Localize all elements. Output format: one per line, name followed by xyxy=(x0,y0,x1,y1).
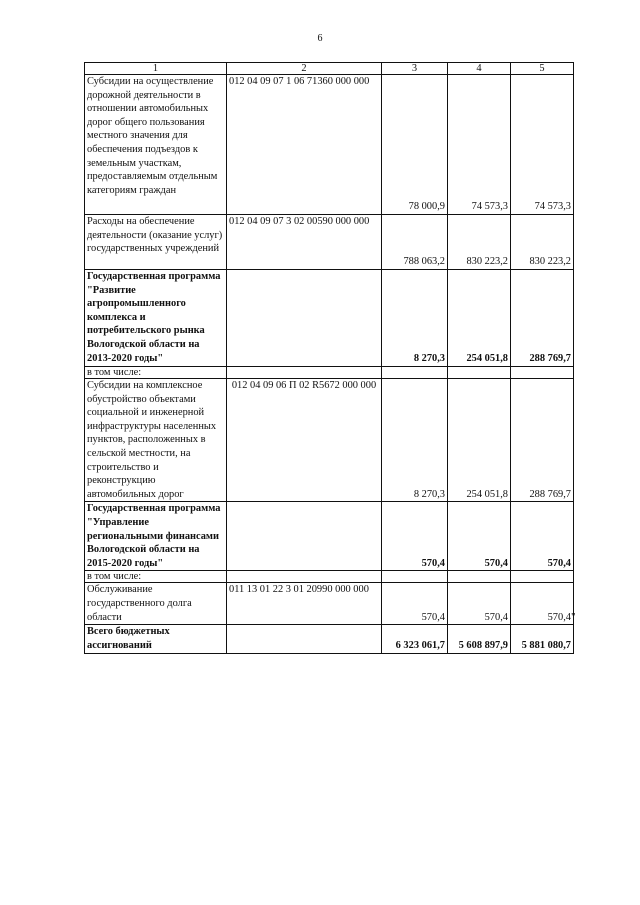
row-value-5: 570,4 xyxy=(511,583,574,625)
table-row-including xyxy=(85,367,574,379)
column-header-4: 4 xyxy=(448,63,511,75)
row-name: Всего бюджетных ассигнований xyxy=(85,625,227,653)
row-value-3: 78 000,9 xyxy=(382,75,448,215)
table-row xyxy=(85,379,574,502)
row-code: 011 13 01 22 3 01 20990 000 000 xyxy=(227,583,382,625)
row-code xyxy=(227,625,382,653)
row-code xyxy=(227,270,382,367)
row-value-4: 570,4 xyxy=(448,502,511,571)
row-name: Государственная программа "Развитие агропромышленного комплекса и потребительского рынка Вологодской области на 2013-2020 годы" xyxy=(85,270,227,367)
row-value-3: 570,4 xyxy=(382,502,448,571)
table-row-program xyxy=(85,502,574,571)
row-name: Обслуживание государственного долга области xyxy=(85,583,227,625)
row-code xyxy=(227,502,382,571)
row-value-4: 830 223,2 xyxy=(448,215,511,270)
row-value-3: 8 270,3 xyxy=(382,270,448,367)
row-value-4: 254 051,8 xyxy=(448,379,511,502)
table-header-row xyxy=(85,63,574,75)
row-value-3: 8 270,3 xyxy=(382,379,448,502)
row-value-5: 288 769,7 xyxy=(511,379,574,502)
table-row xyxy=(85,75,574,215)
row-value-3: 6 323 061,7 xyxy=(382,625,448,653)
column-header-3: 3 xyxy=(382,63,448,75)
row-value-5: 570,4 xyxy=(511,502,574,571)
row-name: в том числе: xyxy=(85,367,227,379)
row-value-5: 830 223,2 xyxy=(511,215,574,270)
row-value-4: 74 573,3 xyxy=(448,75,511,215)
row-value-4: 5 608 897,9 xyxy=(448,625,511,653)
column-header-5: 5 xyxy=(511,63,574,75)
row-value-4: 254 051,8 xyxy=(448,270,511,367)
row-value-5: 288 769,7 xyxy=(511,270,574,367)
page-number: 6 xyxy=(317,33,323,44)
row-name: Субсидии на осуществление дорожной деятельности в отношении автомобильных дорог общего пользования местного значения для обеспечения подъездов к земельным участкам, предоставляемым отдельным категориям граждан xyxy=(85,75,227,215)
row-code: 012 04 09 07 1 06 71360 000 000 xyxy=(227,75,382,215)
row-value-4: 570,4 xyxy=(448,583,511,625)
row-name: в том числе: xyxy=(85,571,227,583)
row-name: Государственная программа "Управление региональными финансами Вологодской области на 2015-2020 годы" xyxy=(85,502,227,571)
table-row xyxy=(85,215,574,270)
table-row-including xyxy=(85,571,574,583)
column-header-1: 1 xyxy=(85,63,227,75)
column-header-2: 2 xyxy=(227,63,382,75)
row-name: Расходы на обеспечение деятельности (оказание услуг) государственных учреждений xyxy=(85,215,227,270)
table-row-program xyxy=(85,270,574,367)
row-value-5: 5 881 080,7 xyxy=(511,625,574,653)
budget-allocations-table xyxy=(84,62,574,654)
table-row-total xyxy=(85,625,574,653)
closing-quote: " xyxy=(571,611,576,623)
row-value-5: 74 573,3 xyxy=(511,75,574,215)
row-value-3: 570,4 xyxy=(382,583,448,625)
row-code: 012 04 09 07 3 02 00590 000 000 xyxy=(227,215,382,270)
row-code: 012 04 09 06 П 02 R5672 000 000 xyxy=(227,379,382,502)
row-name: Субсидии на комплексное обустройство объектами социальной и инженерной инфраструктуры населенных пунктов, расположенных в сельской местности, на строительство и реконструкцию автомобильных дорог xyxy=(85,379,227,502)
table-row xyxy=(85,583,574,625)
row-value-3: 788 063,2 xyxy=(382,215,448,270)
